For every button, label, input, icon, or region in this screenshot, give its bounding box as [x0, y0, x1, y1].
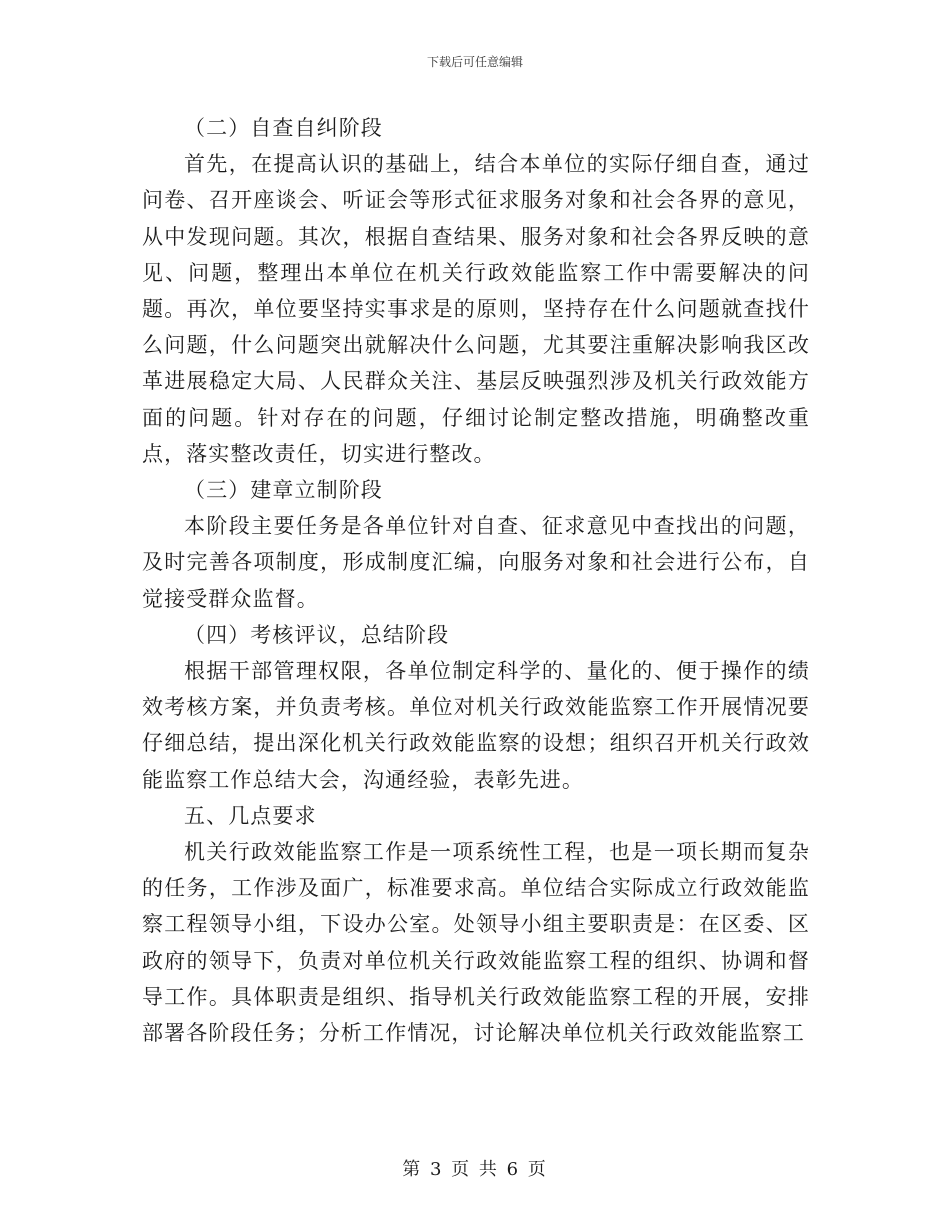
section-heading-self-check: （二）自查自纠阶段 — [184, 116, 383, 140]
document-body — [142, 110, 810, 1051]
section-heading-requirements: 五、几点要求 — [184, 803, 317, 828]
paragraph-regulations: 本阶段主要任务是各单位针对自查、征求意见中查找出的问题，及时完善各项制度，形成制度汇编，向服务对象和社会进行公布，自觉接受群众监督。 — [142, 514, 810, 611]
paragraph-self-check: 首先，在提高认识的基础上，结合本单位的实际仔细自查，通过问卷、召开座谈会、听证会等形式征求服务对象和社会各界的意见，从中发现问题。其次，根据自查结果、服务对象和社会各界反映的意见、问题，整理出本单位在机关行政效能监察工作中需要解决的问题。再次，单位要坚持实事求是的原则，坚持存在什么问题就查找什么问题，什么问题突出就解决什么问题，尤其要注重解决影响我区改革进展稳定大局、人民群众关注、基层反映强烈涉及机关行政效能方面的问题。针对存在的问题，仔细讨论制定整改措施，明确整改重点，落实整改责任，切实进行整改。 — [142, 152, 810, 466]
paragraph-evaluation: 根据干部管理权限，各单位制定科学的、量化的、便于操作的绩效考核方案，并负责考核。单位对机关行政效能监察工作开展情况要仔细总结，提出深化机关行政效能监察的设想；组织召开机关行政效能监察工作总结大会，沟通经验，表彰先进。 — [142, 659, 810, 792]
section-heading-regulations: （三）建章立制阶段 — [184, 478, 383, 503]
page-number: 第 3 页 共 6 页 — [402, 1159, 548, 1180]
section-heading-evaluation: （四）考核评议，总结阶段 — [184, 622, 450, 647]
header-note: 下载后可任意编辑 — [426, 55, 523, 69]
paragraph-requirements: 机关行政效能监察工作是一项系统性工程，也是一项长期而复杂的任务，工作涉及面广，标准要求高。单位结合实际成立行政效能监察工程领导小组，下设办公室。处领导小组主要职责是：在区委、区政府的领导下，负责对单位机关行政效能监察工程的组织、协调和督导工作。具体职责是组织、指导机关行政效能监察工程的开展，安排部署各阶段任务；分析工作情况，讨论解决单位机关行政效能监察工 — [142, 840, 810, 1046]
